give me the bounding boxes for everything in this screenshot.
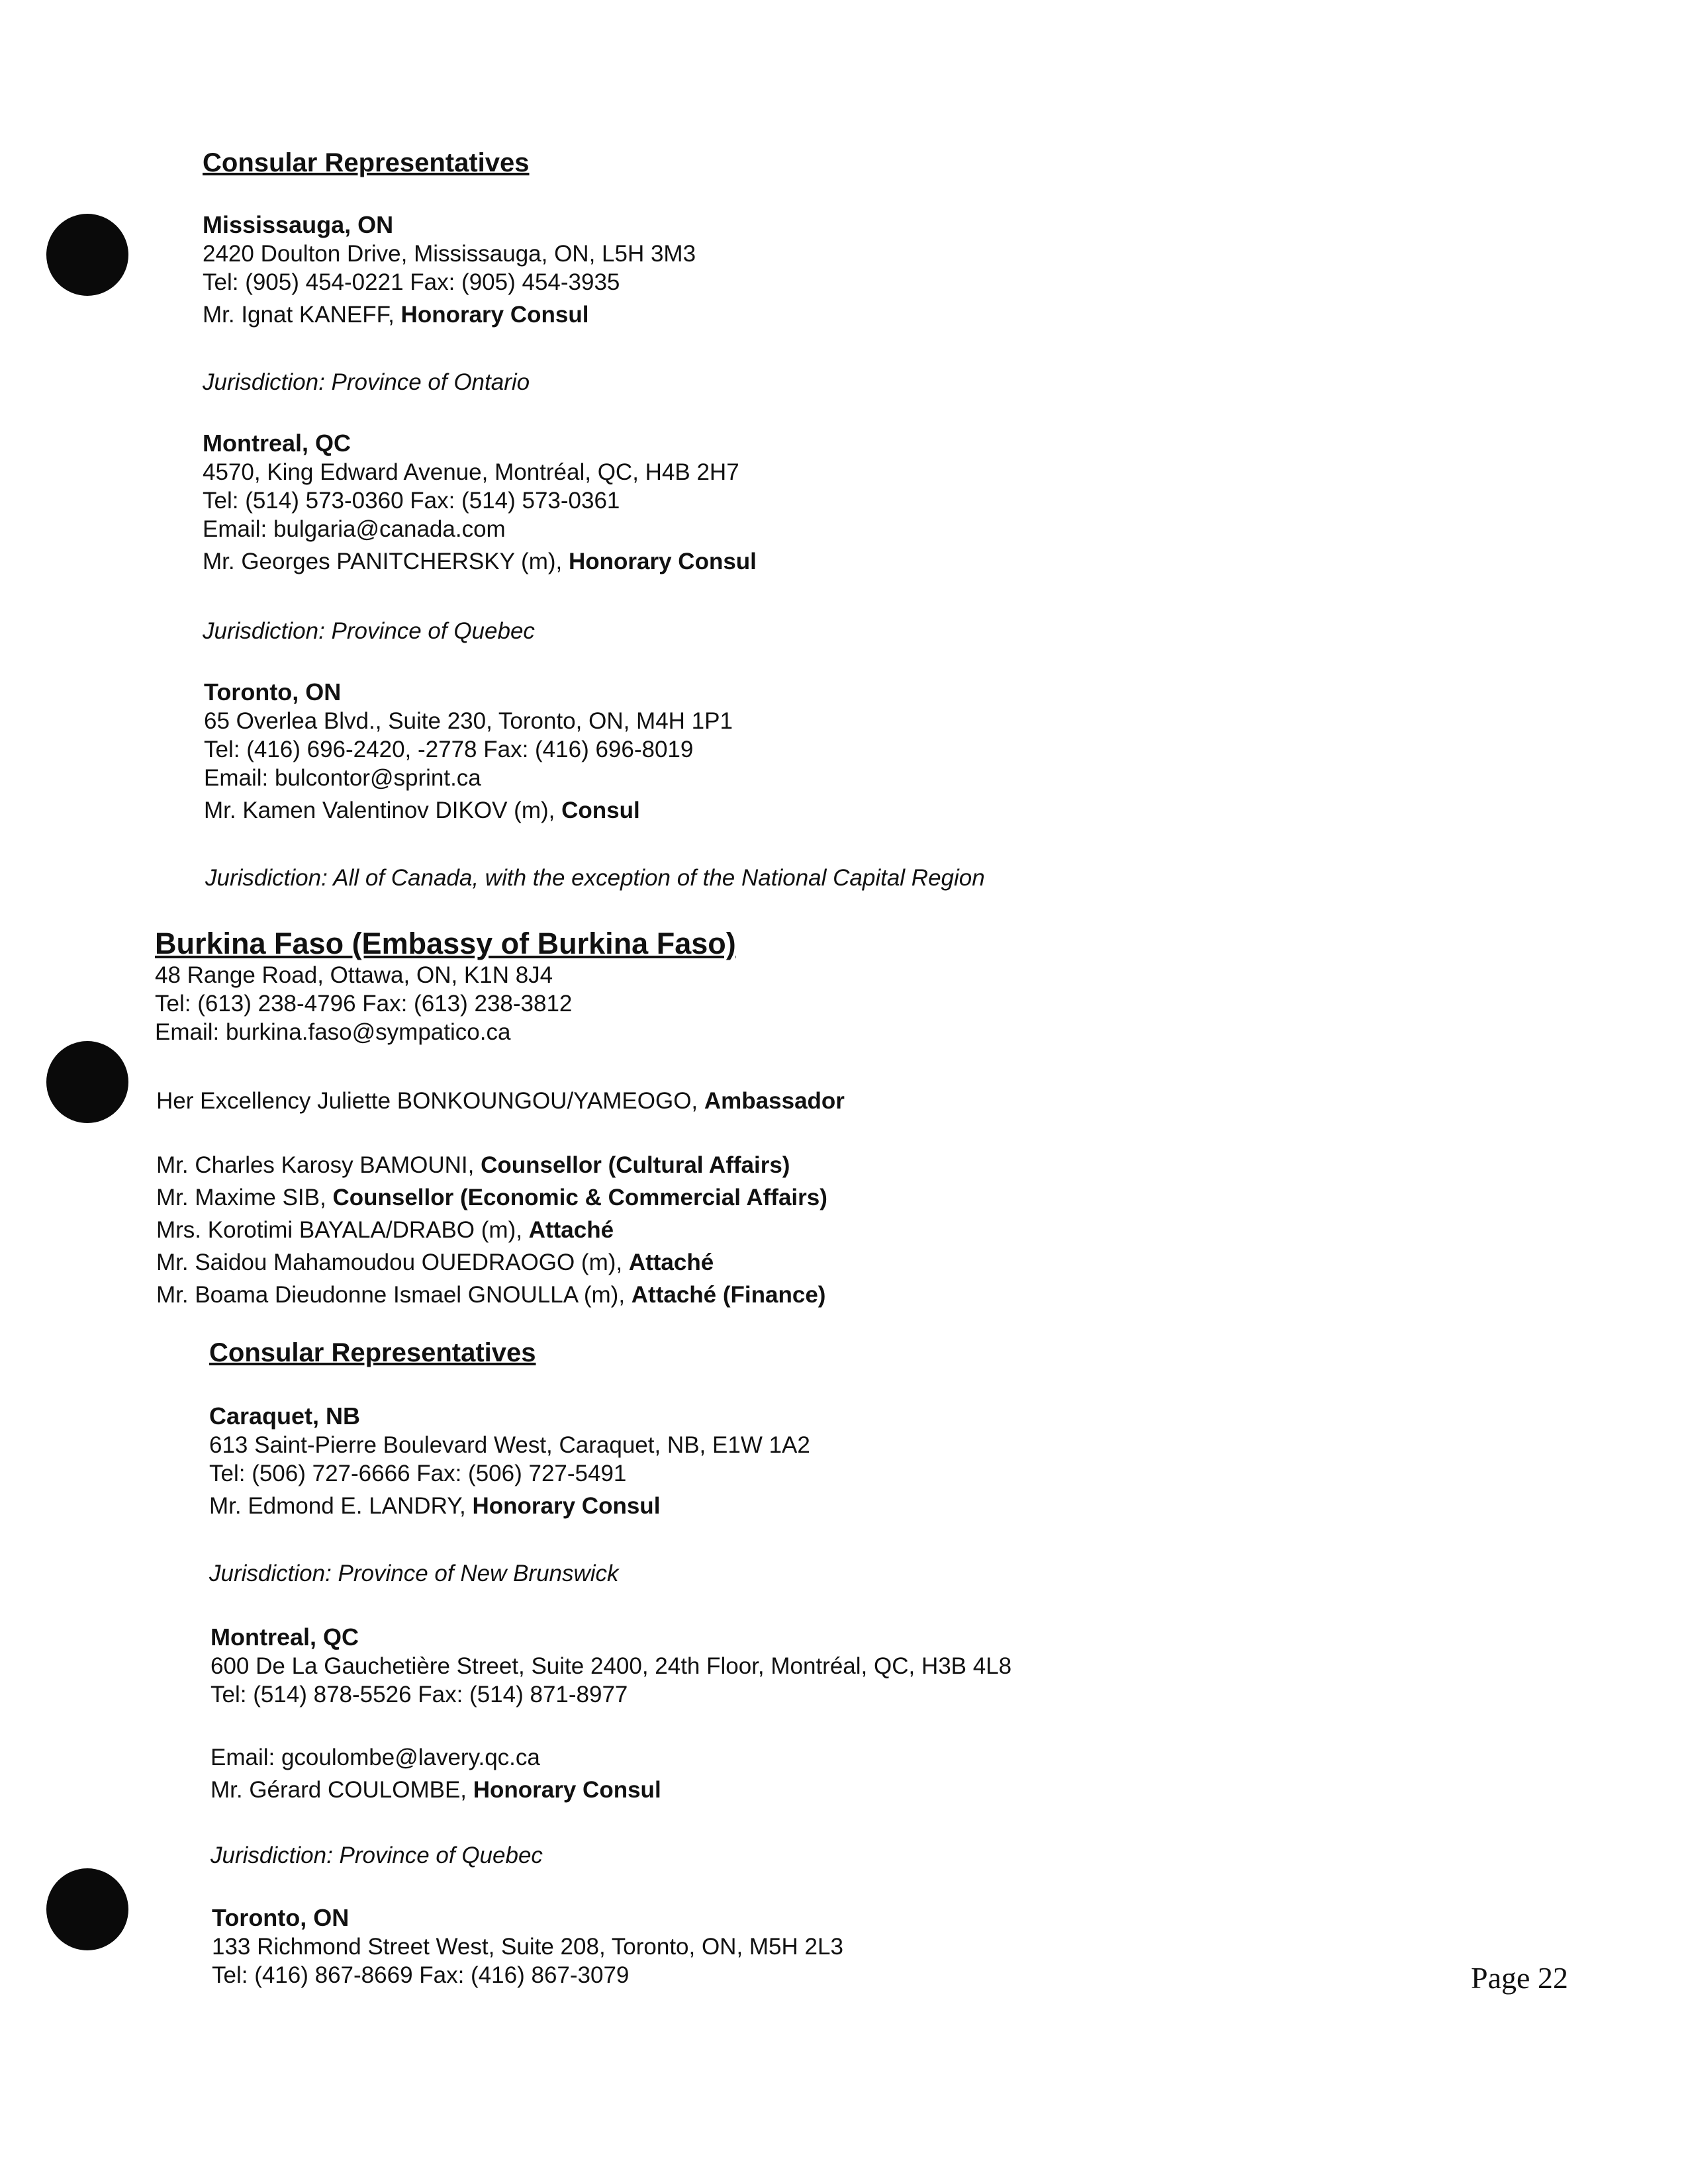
- office-tel-fax: Tel: (506) 727-6666 Fax: (506) 727-5491: [209, 1461, 627, 1486]
- staff-member: Mr. Boama Dieudonne Ismael GNOULLA (m), Attaché (Finance): [156, 1282, 826, 1308]
- punch-hole-bottom: [46, 1868, 128, 1950]
- jurisdiction-ontario: [203, 368, 530, 396]
- embassy-heading: Burkina Faso (Embassy of Burkina Faso): [155, 927, 736, 960]
- office-tel-fax: Tel: (514) 573-0360 Fax: (514) 573-0361: [203, 488, 620, 514]
- consular-heading: Consular Representatives: [203, 148, 530, 177]
- embassy-tel-fax: Tel: (613) 238-4796 Fax: (613) 238-3812: [155, 991, 573, 1017]
- office-tel-fax: Tel: (514) 878-5526 Fax: (514) 871-8977: [211, 1682, 628, 1707]
- office-tel-fax: Tel: (905) 454-0221 Fax: (905) 454-3935: [203, 269, 620, 295]
- office-city: Toronto, ON: [204, 678, 342, 705]
- office-person: Mr. Gérard COULOMBE, Honorary Consul: [211, 1777, 661, 1803]
- office-city: Montreal, QC: [203, 430, 352, 457]
- person-title: Consul: [561, 797, 640, 823]
- jurisdiction-quebec-2: [211, 1841, 543, 1870]
- person-title: Honorary Consul: [568, 549, 757, 574]
- office-tel-fax: Tel: (416) 867-8669 Fax: (416) 867-3079: [212, 1962, 630, 1988]
- jurisdiction-canada: [205, 864, 985, 892]
- office-address: 2420 Doulton Drive, Mississauga, ON, L5H 3M3: [203, 241, 696, 267]
- office-tel-fax: Tel: (416) 696-2420, -2778 Fax: (416) 696-8019: [204, 737, 694, 762]
- office-montreal-2-contact: [211, 1743, 661, 1805]
- office-jurisdiction: Jurisdiction: Province of Quebec: [203, 618, 535, 644]
- page-number: Page 22: [1471, 1961, 1568, 1995]
- ambassador-line: Her Excellency Juliette BONKOUNGOU/YAMEOGO, Ambassador: [156, 1088, 845, 1114]
- jurisdiction-quebec: [203, 617, 535, 645]
- embassy-staff-list: [156, 1149, 827, 1311]
- office-email: Email: gcoulombe@lavery.qc.ca: [211, 1745, 540, 1770]
- office-email: Email: bulgaria@canada.com: [203, 516, 506, 542]
- staff-member: Mr. Maxime SIB, Counsellor (Economic & Commercial Affairs): [156, 1185, 827, 1210]
- staff-member: Mrs. Korotimi BAYALA/DRABO (m), Attaché: [156, 1217, 614, 1243]
- ambassador-title: Ambassador: [704, 1088, 845, 1114]
- person-title: Honorary Consul: [472, 1493, 661, 1519]
- jurisdiction-new-brunswick: [209, 1559, 619, 1588]
- office-jurisdiction: Jurisdiction: Province of New Brunswick: [209, 1561, 619, 1586]
- office-address: 600 De La Gauchetière Street, Suite 2400, 24th Floor, Montréal, QC, H3B 4L8: [211, 1653, 1012, 1679]
- office-city: Caraquet, NB: [209, 1402, 361, 1430]
- office-address: 133 Richmond Street West, Suite 208, Toronto, ON, M5H 2L3: [212, 1934, 843, 1960]
- office-city: Montreal, QC: [211, 1623, 359, 1651]
- office-address: 65 Overlea Blvd., Suite 230, Toronto, ON, M4H 1P1: [204, 708, 733, 734]
- office-jurisdiction: Jurisdiction: Province of Ontario: [203, 369, 530, 395]
- office-person: Mr. Georges PANITCHERSKY (m), Honorary Consul: [203, 549, 757, 574]
- office-montreal: [203, 429, 757, 576]
- office-caraquet: [209, 1402, 810, 1521]
- office-montreal-2: [211, 1623, 1011, 1709]
- office-person: Mr. Ignat KANEFF, Honorary Consul: [203, 302, 589, 328]
- office-mississauga: [203, 210, 696, 330]
- office-jurisdiction: Jurisdiction: All of Canada, with the exception of the National Capital Region: [205, 865, 985, 891]
- office-jurisdiction: Jurisdiction: Province of Quebec: [211, 1843, 543, 1868]
- embassy-block: [155, 927, 736, 1046]
- consular-heading: Consular Representatives: [209, 1338, 536, 1367]
- office-toronto: [204, 678, 733, 825]
- staff-member: Mr. Saidou Mahamoudou OUEDRAOGO (m), Attaché: [156, 1250, 714, 1275]
- office-city: Toronto, ON: [212, 1904, 350, 1931]
- office-person: Mr. Kamen Valentinov DIKOV (m), Consul: [204, 797, 640, 823]
- ambassador: [156, 1087, 845, 1116]
- punch-hole-middle: [46, 1041, 128, 1123]
- office-email: Email: bulcontor@sprint.ca: [204, 765, 481, 791]
- office-city: Mississauga, ON: [203, 211, 394, 238]
- person-title: Honorary Consul: [473, 1777, 661, 1803]
- embassy-email: Email: burkina.faso@sympatico.ca: [155, 1019, 511, 1045]
- office-address: 613 Saint-Pierre Boulevard West, Caraquet, NB, E1W 1A2: [209, 1432, 810, 1458]
- office-toronto-2: [212, 1903, 843, 1989]
- punch-hole-top: [46, 214, 128, 296]
- staff-member: Mr. Charles Karosy BAMOUNI, Counsellor (Cultural Affairs): [156, 1152, 790, 1178]
- office-address: 4570, King Edward Avenue, Montréal, QC, H4B 2H7: [203, 459, 739, 485]
- section-heading: [203, 147, 530, 179]
- person-title: Honorary Consul: [400, 302, 589, 328]
- section-heading: [209, 1337, 536, 1369]
- office-person: Mr. Edmond E. LANDRY, Honorary Consul: [209, 1493, 661, 1519]
- embassy-address: 48 Range Road, Ottawa, ON, K1N 8J4: [155, 962, 553, 988]
